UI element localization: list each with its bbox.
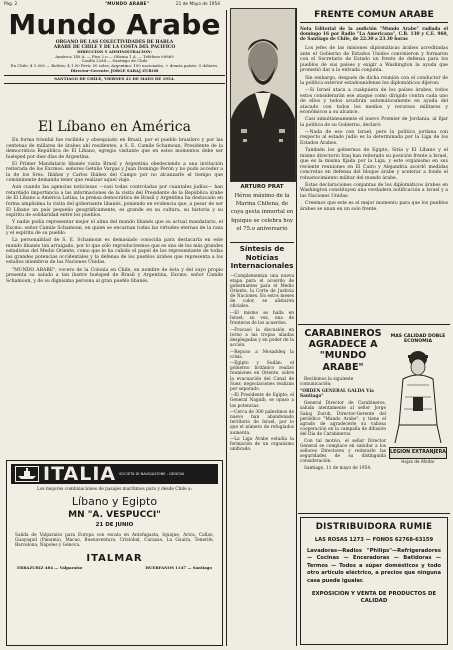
sintesis-item: —Repuso a Mosaddeq la crisis. <box>230 349 294 360</box>
italia-tagline: Los mejores combinaciones de pasajes marítimos para y desde Chile a: <box>36 487 193 492</box>
razor-ad-brand: LEGION EXTRANJERA <box>389 447 447 459</box>
carabineros-article <box>300 328 386 472</box>
masthead-prices: En Chile: $ 1.000 — Bolivia: $ 1.00 Perú: 50 soles; Argentina: 100 nacionales, + demás países: 5 dólares. <box>10 62 219 68</box>
running-head: "MUNDO ARABE" <box>104 2 150 7</box>
frente-paragraph: Sin embargo, después de dicha reunión con el conductor de la política exterior estadounidense los diplomáticos dijeron: <box>300 75 448 87</box>
left-article <box>6 119 223 286</box>
frente-paragraph: Creemos que este es el mejor momento para que los pueblos árabes se unan en un solo frente. <box>300 201 448 212</box>
frente-paragraph: —Si Israel ataca a cualquiera de los países árabes, todos estos considerarán ese ataque como dirigido contra cada uno de ellos y todos acudirán automáticamente en ayuda del atacado con todos los medios y recursos militares y económicos a su alcance. <box>300 88 448 116</box>
left-article-paragraph: En forma triunfal fue recibido y obsequiado en Brasil, por el pueblo brasilero y por las centenas de millares de árabes ahí residentes, a S. E. Camile Schamoun, Presidente de la democrática República de El Líbano, egregio visitante que en estos momentos debe ser huésped por diez días de Argentina. <box>6 138 223 160</box>
italia-date: 21 DE JUNIO <box>95 522 134 529</box>
italia-brand-sub: SOCIETA DI NAVIGAZIONE - GENOVA <box>119 472 185 476</box>
italia-agent: ITALMAR <box>86 553 143 565</box>
frente-paragraph: Los jefes de las misiones diplomáticas árabes acreditadas ante el Gobierno de Estados Unidos convinieron y formaron con el Secretario de Estado un frente de defensa para los pueblos de sus países y exigir a Washington la ayuda que prometió dar a la entrada conjunta. <box>300 46 448 74</box>
page-number: Pág. 2 <box>4 2 18 7</box>
section-divider <box>298 513 450 514</box>
italia-banner <box>11 464 218 484</box>
italia-agent-address-left: ERRAZURIZ 484 — Valparaíso <box>17 565 83 571</box>
carabineros-intro: Recibimos la siguiente comunicación: <box>300 377 354 388</box>
sintesis-item: —La Liga Árabe estudia la formación de un organismo unificado. <box>230 437 294 453</box>
frente-paragraph: —Nada de eso con Israel, pero la política jordana con respecto al estado judío es la determinada por la Liga de los Estados Árabes. <box>300 129 448 147</box>
sintesis-item: —Cerca de 300 palestinos de nuevo han abandonado territorio de Israel, por lo que el número de refugiados aumenta. <box>230 410 294 436</box>
italia-agent-address-right: HUERFANOS 1147 — Santiago <box>145 565 212 571</box>
sintesis-item: —Fracasó la discusión en torno a las tropas aliadas desplegadas y en poder de la acción. <box>230 327 294 348</box>
masthead-director: Director-Gerente: JORGE SABAJ ZUROB <box>70 67 159 73</box>
carabineros-paragraph: Santiago, 11 de mayo de 1954. <box>304 465 372 471</box>
masthead <box>4 10 225 84</box>
ship-icon <box>15 466 39 482</box>
portrait-illustration <box>231 9 295 181</box>
left-article-paragraph: La personalidad de S. E. Schamoun es demasiado conocida para destacarla en este mundo libanés tan arraigado, por lo que sólo reproduciremos que es uno de los más grandes estadistas del Medio Oriente, como que le ha cabido el papel de los representante de todas las grandes potencias occidentales y la defensa de los pueblos árabes que representa a los estados miembros de las Naciones Unidas. <box>6 238 223 266</box>
frente-paragraph: Estas declaraciones conjuntas de los diplomáticos árabes en Washington constituyen una verdadera notificación a Israel y a las Naciones Unidas. <box>300 182 448 199</box>
italia-brand: ITALIA <box>43 463 117 485</box>
frente-paragraph: También los gobiernos de Egipto, Siria y El Líbano y el mismo directorio Iraq han reiterado su posición frente a Israel, que es la misma fijada por la Liga, y este organismo en sus reciente reuniones en El Cairo y Alejandría acordó medidas concretas en defensa del bloque árabe y acelerar a fondo el robustecimiento militar del mundo árabe. <box>300 148 448 181</box>
portrait-caption-body: Héroe máximo de la Marina Chilena, de cuya gesta inmortal en Iquique se celebra hoy el 75.o aniversario <box>230 193 294 232</box>
left-article-paragraph: Aun cuando las agencias noticiosas —casi todas controladas por cuantales judíos— han retardado importancia a las informaciones de la visita del Presidente de la República árabe de El Líbano a América Latina, la prensa democrática de Brasil y Argentina ha destacado en forma amplísima la visita del gobernante libanés, poniendo en evidencia que, a pesar de ser El Líbano un país pequeño geográficamente, es grande en su cultura, su historia y su espíritu de solidaridad entre los pueblos. <box>6 185 223 219</box>
running-date: 21 de Mayo de 1954 <box>175 2 220 7</box>
carabineros-headline-2: AGRADECE A <box>308 339 378 350</box>
carabineros-paragraph: Con tal motivo, el señor Director General se complace en saludar a los señores Directores y reiterarle las seguridades de su distinguida consideración. <box>300 438 386 464</box>
italia-ship: MN "A. VESPUCCI" <box>68 510 161 521</box>
legionnaire-icon <box>389 345 447 445</box>
carabineros-headline-1: CARABINEROS <box>304 328 382 339</box>
masthead-dateline: SANTIAGO DE CHILE, VIERNES 21 DE MAYO DE 1954. <box>4 75 225 84</box>
razor-ad-top: MAS CALIDAD DOBLE ECONOMIA <box>390 334 446 345</box>
sintesis-item: —El mismo se halla en Israel; su vez, una de fronteras de los acuerdos. <box>230 310 294 327</box>
razor-ad-sub: Hojas de Afeitar <box>401 458 435 464</box>
italia-body: Salida de Valparaíso para Europa con escala en Antofagasta, Iquique, Arica, Callao, Guayaquil (Panamá), Macao, Buenaventura, Cristóbal, Curazao, La Guaira, Tenerife, Barcelona, Nápoles y Génova. <box>15 533 214 549</box>
rumie-ad <box>300 517 448 645</box>
rumie-title: DISTRIBUIDORA RUMIE <box>315 522 433 532</box>
rumie-address: LAS ROSAS 1273 — FONOS 62768-63159 <box>314 537 434 543</box>
frente-paragraph: Casi simultáneamente el nuevo Premier de Jordania, al fijar la política de su Gobierno, declaró: <box>300 117 448 128</box>
carabineros-sender: "ORDEN GENERAL GALDA Vía Santiago" <box>300 389 374 400</box>
left-article-paragraph: Y nadie podía representar mejor el alma del mundo libanés que su actual mandatario, el Excmo. señor Camile Schamoun, en quien se encarnan todas las virtudes eternas de la raza y el espíritu de su pueblo. <box>6 220 223 237</box>
masthead-address: Amórica 149 A. — Piso 2.o — Oficina 1 A. — Teléfono 69869 <box>55 53 174 59</box>
masthead-org-2: ARABE DE CHILE Y DE LA COSTA DEL PACIFICO <box>53 44 176 50</box>
razor-blade-ad <box>389 334 447 510</box>
frente-article <box>300 8 448 214</box>
sintesis-section <box>230 242 294 454</box>
masthead-direccion: DIRECCION Y ADMINISTRACION: <box>77 49 152 55</box>
italia-route: Líbano y Egipto <box>71 495 158 509</box>
column-divider <box>296 8 297 646</box>
column-divider <box>226 10 227 646</box>
left-article-paragraph: El Primer Mandatario libanés visita Brasil y Argentina obedeciendo a una invitación reiterada de los Excmos. señores Getulio Vargas y Juan Domingo Perón y no pudo acceder a la de los Sres. Ibáñez y Carlos Ibáñez del Campo por no alcanzarle el tiempo que comúnmente demanda tener que realizar aquel viaje. <box>6 161 223 184</box>
masthead-title: Mundo Arabe <box>8 8 221 41</box>
frente-intro: Nota Editorial de la audición "Mundo Arabe" radiada el domingo 16 por Radio "La Americana", C.B. 130 y C.E. 960, de Santiago de Chile, de 22.30 a 23.30 horas <box>300 27 448 43</box>
sintesis-item: —Egipto y Sudán: el gobierno británico realizó reuniones en Oriente, sobre la evacuación del Canal de Suez; negociaciones realizan por separado. <box>230 361 294 392</box>
section-divider <box>298 324 450 325</box>
rumie-body: Lavadoras—Radios "Philips"—Refrigeradores — Cocinas — Enceradoras — Batidoras — Termos — Todos a súper domésticos y todo otro artículo eléctrico, a precios que ninguna casa puede igualar. <box>307 548 441 584</box>
portrait-caption-name: ARTURO PRAT <box>240 184 284 190</box>
masthead-org-1: ORGANO DE LAS COLECTIVIDADES DE HABLA <box>55 40 174 45</box>
left-article-paragraph: "MUNDO ARABE", vocero de la Colonia en Chile, en nombre de ésta y del suyo propio presenta su saludo a tan ilustre huésped de Brasil y Argentina, Excmo. señor Camile Schamoun, y de su dignísima persona al gran pueblo libanés. <box>6 267 223 284</box>
sintesis-item: —Complementan una nueva etapa para el acuerdo de gobernantes para el Medio Oriente, la Corte de Justicia de Naciones. En estos meses de calor, se alistaron oficiales. <box>230 273 294 310</box>
frente-headline: FRENTE COMUN ARABE <box>300 8 448 23</box>
sintesis-title: Síntesis de Noticias Internacionales <box>230 244 294 271</box>
portrait-photo <box>230 8 296 182</box>
portrait-caption <box>230 184 294 233</box>
carabineros-headline-3: "MUNDO ARABE" <box>319 350 367 373</box>
carabineros-paragraph: General Director de Carabineros, saluda atentamente al señor Jorge Sabaj Zurob, Director-Gerente del periódico "Mundo Arabe", y tiene el agrado de agradecerle su valiosa cooperación en la campaña de difusión del Día de Carabineros. <box>300 401 386 437</box>
left-article-headline: El Líbano en América <box>38 119 191 135</box>
italia-ad <box>6 460 223 646</box>
masthead-casilla: Casilla 2284 — Santiago de Chile <box>81 58 148 64</box>
rumie-footer: EXPOSICION Y VENTA DE PRODUCTOS DE CALIDAD <box>311 591 437 605</box>
sintesis-item: —El Presidente de Egipto; el General Naguib, se opuso a las potencias. <box>230 393 294 409</box>
